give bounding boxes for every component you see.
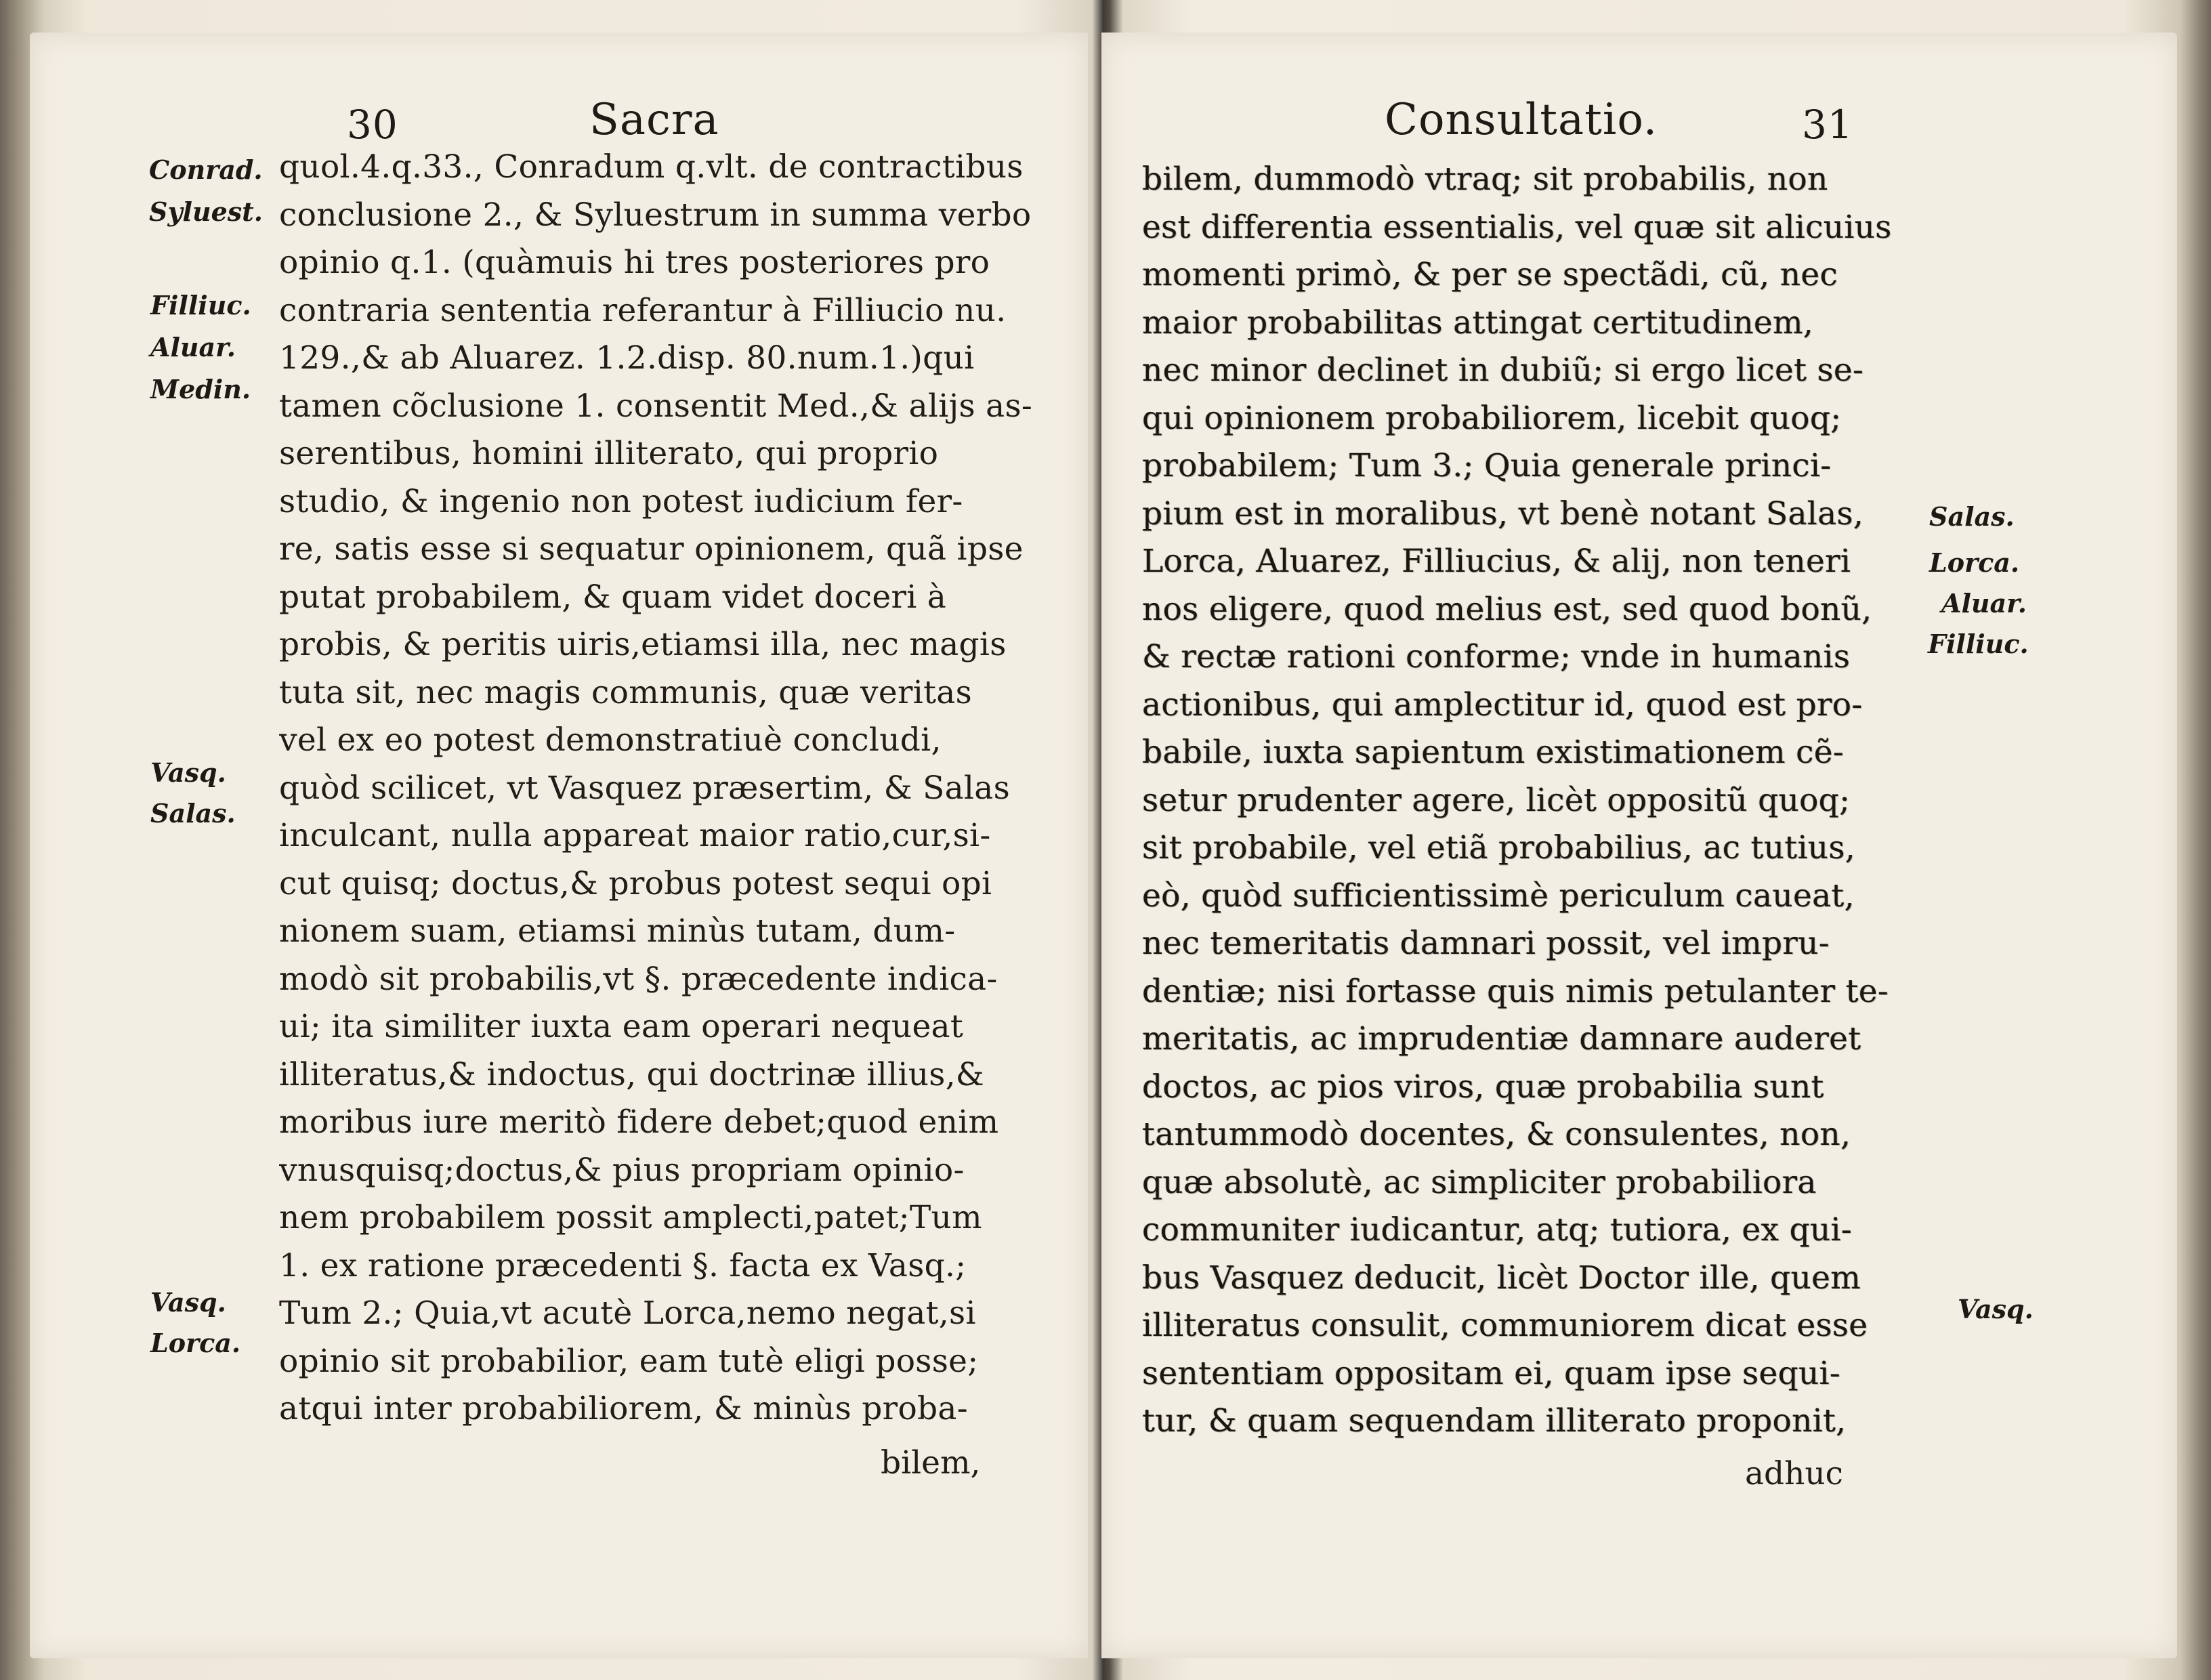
text-line: nionem suam, etiamsi minùs tutam, dum- — [279, 912, 956, 950]
margin-note: Salas. — [150, 798, 236, 828]
text-line: vnusquisq;doctus,& pius propriam opinio- — [279, 1151, 965, 1189]
margin-note: Aluar. — [1941, 588, 2027, 618]
right-page-number: 31 — [1802, 102, 1853, 148]
text-line: moribus iure meritò fidere debet;quod enim — [279, 1104, 999, 1141]
text-line: eò, quòd sufficientissimè periculum caueat, — [1142, 877, 1855, 915]
text-line: re, satis esse si sequatur opinionem, quã ipse — [279, 530, 1024, 568]
text-line: tamen cõclusione 1. consentit Med.,& alijs as- — [279, 387, 1033, 425]
text-line: tur, & quam sequendam illiterato proponit, — [1142, 1402, 1847, 1440]
margin-note: Lorca. — [1929, 547, 2020, 578]
margin-note: Syluest. — [149, 196, 263, 227]
margin-note: Vasq. — [150, 757, 226, 788]
text-line: opinio sit probabilior, eam tutè eligi posse; — [279, 1342, 979, 1380]
margin-note: Lorca. — [150, 1328, 241, 1358]
margin-note: Filliuc. — [150, 290, 251, 320]
text-line: actionibus, qui amplectitur id, quod est pro- — [1142, 686, 1863, 723]
text-line: qui opinionem probabiliorem, licebit quoq; — [1142, 399, 1842, 437]
text-line: doctos, ac pios viros, quæ probabilia sunt — [1142, 1068, 1824, 1106]
text-line: communiter iudicantur, atq; tutiora, ex qui- — [1142, 1211, 1853, 1248]
text-line: nec minor declinet in dubiũ; si ergo licet se- — [1142, 352, 1864, 389]
text-line: illiteratus consulit, communiorem dicat esse — [1142, 1307, 1868, 1344]
text-line: est differentia essentialis, vel quæ sit alicuius — [1142, 208, 1892, 246]
right-catchword: adhuc — [1745, 1455, 1843, 1492]
left-catchword: bilem, — [881, 1444, 981, 1482]
right-body-text — [1142, 156, 1941, 1446]
text-line: tuta sit, nec magis communis, quæ veritas — [279, 673, 973, 711]
text-line: dentiæ; nisi fortasse quis nimis petulanter te- — [1142, 972, 1889, 1010]
text-line: contraria sententia referantur à Filliucio nu. — [279, 291, 1007, 329]
text-line: nec temeritatis damnari possit, vel impru- — [1142, 925, 1830, 962]
margin-note: Salas. — [1929, 501, 2015, 532]
text-line: babile, iuxta sapientum existimationem cẽ- — [1142, 734, 1845, 771]
text-line: inculcant, nulla appareat maior ratio,cur,si- — [279, 817, 991, 854]
text-line: ui; ita similiter iuxta eam operari nequeat — [279, 1008, 964, 1045]
text-line: & rectæ rationi conforme; vnde in humanis — [1142, 638, 1851, 675]
text-line: vel ex eo potest demonstratiuè concludi, — [279, 721, 942, 759]
margin-note: Filliuc. — [1928, 629, 2029, 659]
text-line: quæ absolutè, ac simpliciter probabiliora — [1142, 1163, 1817, 1201]
text-line: modò sit probabilis,vt §. præcedente indica- — [279, 960, 998, 998]
right-running-head: Consultatio. — [1385, 95, 1658, 145]
text-line: bilem, dummodò vtraq; sit probabilis, non — [1142, 161, 1828, 198]
text-line: quòd scilicet, vt Vasquez præsertim, & Salas — [279, 769, 1011, 807]
text-line: momenti primò, & per se spectãdi, cũ, nec — [1142, 256, 1838, 293]
text-line: setur prudenter agere, licèt oppositũ quoq; — [1142, 781, 1851, 819]
text-line: conclusione 2., & Syluestrum in summa verbo — [279, 196, 1032, 234]
margin-note: Conrad. — [149, 154, 263, 185]
text-line: opinio q.1. (quàmuis hi tres posteriores pro — [279, 244, 990, 281]
margin-note: Medin. — [150, 374, 251, 404]
text-line: 129.,& ab Aluarez. 1.2.disp. 80.num.1.)qui — [279, 339, 975, 377]
text-line: nem probabilem possit amplecti,patet;Tum — [279, 1199, 982, 1236]
text-line: tantummodò docentes, & consulentes, non, — [1142, 1116, 1851, 1153]
text-line: studio, & ingenio non potest iudicium fer- — [279, 482, 963, 520]
text-line: maior probabilitas attingat certitudinem, — [1142, 303, 1814, 341]
text-line: putat probabilem, & quam videt doceri à — [279, 578, 947, 616]
margin-note: Vasq. — [150, 1287, 226, 1318]
text-line: probabilem; Tum 3.; Quia generale princi- — [1142, 447, 1832, 484]
margin-note: Vasq. — [1958, 1294, 2034, 1324]
text-line: meritatis, ac imprudentiæ damnare auderet — [1142, 1020, 1861, 1057]
margin-note: Aluar. — [150, 332, 236, 362]
text-line: probis, & peritis uiris,etiamsi illa, nec magis — [279, 626, 1007, 663]
text-line: bus Vasquez deducit, licèt Doctor ille, quem — [1142, 1259, 1861, 1297]
text-line: Tum 2.; Quia,vt acutè Lorca,nemo negat,si — [279, 1295, 976, 1332]
text-line: atqui inter probabiliorem, & minùs proba- — [279, 1390, 968, 1427]
text-line: 1. ex ratione præcedenti §. facta ex Vasq.; — [279, 1246, 967, 1284]
text-line: cut quisq; doctus,& probus potest sequi opi — [279, 864, 992, 902]
text-line: illiteratus,& indoctus, qui doctrinæ illius,& — [279, 1055, 985, 1093]
left-page-number: 30 — [347, 102, 398, 148]
text-line: pium est in moralibus, vt benè notant Salas, — [1142, 495, 1864, 532]
text-line: serentibus, homini illiterato, qui proprio — [279, 435, 939, 472]
text-line: Lorca, Aluarez, Filliucius, & alij, non teneri — [1142, 543, 1851, 580]
left-running-head: Sacra — [589, 95, 719, 145]
text-line: quol.4.q.33., Conradum q.vlt. de contractibus — [279, 148, 1024, 186]
text-line: sententiam oppositam ei, quam ipse sequi- — [1142, 1354, 1841, 1392]
left-body-text — [279, 144, 1051, 1433]
text-line: nos eligere, quod melius est, sed quod bonũ, — [1142, 590, 1872, 628]
text-line: sit probabile, vel etiã probabilius, ac tutius, — [1142, 829, 1856, 866]
